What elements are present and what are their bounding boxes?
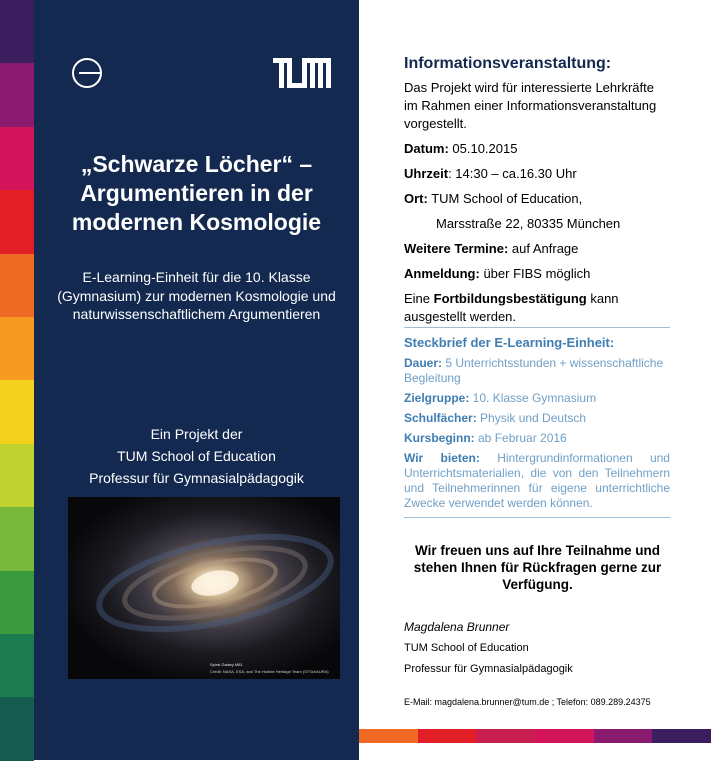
- time-value: : 14:30 – ca.16.30 Uhr: [448, 166, 577, 181]
- place-label: Ort:: [404, 191, 428, 206]
- time-row: [404, 165, 670, 183]
- date-row: [404, 140, 670, 158]
- more-dates-value: auf Anfrage: [508, 241, 579, 256]
- title-line: modernen Kosmologie: [71, 209, 322, 235]
- stripe-segment: [0, 380, 34, 443]
- profile-value: Hintergrundinformationen und Unterrichtsmaterialien, die von den Teilnehmern und Teilnehmerinnen für eigene unterrichtliche Zwecke verwendet werden können.: [404, 451, 670, 510]
- project-line: Ein Projekt der: [150, 426, 243, 442]
- stripe-segment: [0, 634, 34, 697]
- stripe-segment: [0, 571, 34, 634]
- registration-row: [404, 265, 670, 283]
- stripe-segment: [0, 127, 34, 190]
- place-value: TUM School of Education,: [427, 191, 583, 206]
- certificate-row: [404, 290, 670, 326]
- flyer-subtitle: [34, 268, 359, 324]
- profile-label: Dauer:: [404, 356, 443, 370]
- time-label: Uhrzeit: [404, 166, 449, 181]
- stripe-segment: [0, 697, 34, 760]
- place-address: Marsstraße 22, 80335 München: [436, 216, 621, 231]
- more-dates-row: [404, 240, 670, 258]
- signature-block: [404, 617, 694, 680]
- title-panel: [34, 0, 359, 760]
- circle-e-logo: [72, 58, 102, 88]
- date-value: 05.10.2015: [448, 141, 518, 156]
- certificate-post: kann ausgestellt werden.: [404, 291, 619, 324]
- bar-segment: [359, 729, 418, 743]
- signature-chair: Professur für Gymnasialpädagogik: [404, 663, 573, 675]
- profile-item: [404, 411, 670, 426]
- bar-segment: [594, 729, 653, 743]
- project-line: TUM School of Education: [117, 448, 276, 464]
- bar-segment: [535, 729, 594, 743]
- certificate-bold: Fortbildungsbestätigung: [433, 291, 587, 306]
- stripe-segment: [0, 444, 34, 507]
- stripe-segment: [0, 63, 34, 126]
- course-profile: [404, 335, 670, 516]
- title-line: „Schwarze Löcher“ –: [80, 151, 313, 177]
- image-credit: Credit: NASA, ESA, and The Hubble Heritage Team (STScI/AURA): [210, 669, 329, 674]
- color-stripe: [0, 0, 34, 760]
- stripe-segment: [0, 0, 34, 63]
- stripe-segment: [0, 507, 34, 570]
- project-credit: [34, 423, 359, 489]
- date-label: Datum:: [404, 141, 449, 156]
- subtitle-line: E-Learning-Einheit für die 10. Klasse: [82, 269, 311, 285]
- subtitle-line: (Gymnasium) zur modernen Kosmologie und: [57, 287, 336, 304]
- stripe-segment: [0, 190, 34, 253]
- signature-org: TUM School of Education: [404, 642, 529, 654]
- registration-label: Anmeldung:: [404, 266, 480, 281]
- place-row: [404, 190, 670, 208]
- divider-top: [404, 327, 670, 328]
- profile-heading: Steckbrief der E-Learning-Einheit:: [404, 335, 615, 350]
- image-caption: Spiral Galaxy M81: [210, 662, 243, 667]
- divider-bottom: [404, 517, 670, 518]
- title-line: Argumentieren in der: [80, 180, 313, 206]
- profile-value: ab Februar 2016: [474, 431, 567, 445]
- profile-item: [404, 431, 670, 446]
- closing-statement: Wir freuen uns auf Ihre Teilnahme und stehen Ihnen für Rückfragen gerne zur Verfügung.: [413, 543, 662, 592]
- info-section: [404, 55, 670, 326]
- profile-item: [404, 391, 670, 406]
- profile-label: Schulfächer:: [404, 411, 477, 425]
- galaxy-image: [68, 497, 340, 679]
- profile-item: [404, 356, 670, 386]
- project-line: Professur für Gymnasialpädagogik: [89, 470, 304, 486]
- info-intro: Das Projekt wird für interessierte Lehrkräfte im Rahmen einer Informationsveranstaltung vorgestellt.: [404, 80, 657, 131]
- certificate-pre: Eine: [404, 291, 434, 306]
- tum-logo-icon: [273, 58, 331, 88]
- profile-label: Zielgruppe:: [404, 391, 470, 405]
- signature-name: Magdalena Brunner: [404, 620, 510, 634]
- bar-segment: [418, 729, 477, 743]
- subtitle-line: naturwissenschaftlichem Argumentieren: [72, 306, 321, 322]
- profile-label: Wir bieten:: [404, 451, 480, 465]
- more-dates-label: Weitere Termine:: [404, 241, 509, 256]
- stripe-segment: [0, 254, 34, 317]
- registration-value: über FIBS möglich: [479, 266, 591, 281]
- profile-value: Physik und Deutsch: [476, 411, 587, 425]
- info-heading: Informationsveranstaltung:: [404, 55, 612, 72]
- profile-item: [404, 451, 670, 511]
- profile-label: Kursbeginn:: [404, 431, 475, 445]
- bar-segment: [476, 729, 535, 743]
- profile-value: 10. Klasse Gymnasium: [469, 391, 597, 405]
- profile-value: 5 Unterrichtsstunden + wissenschaftliche Begleitung: [404, 356, 664, 385]
- bottom-color-bar: [359, 729, 711, 743]
- bar-segment: [652, 729, 711, 743]
- galaxy-arms: [68, 497, 340, 679]
- contact-info: E-Mail: magdalena.brunner@tum.de ; Telefon: 089.289.24375: [404, 697, 651, 707]
- flyer-title: [34, 150, 359, 237]
- stripe-segment: [0, 317, 34, 380]
